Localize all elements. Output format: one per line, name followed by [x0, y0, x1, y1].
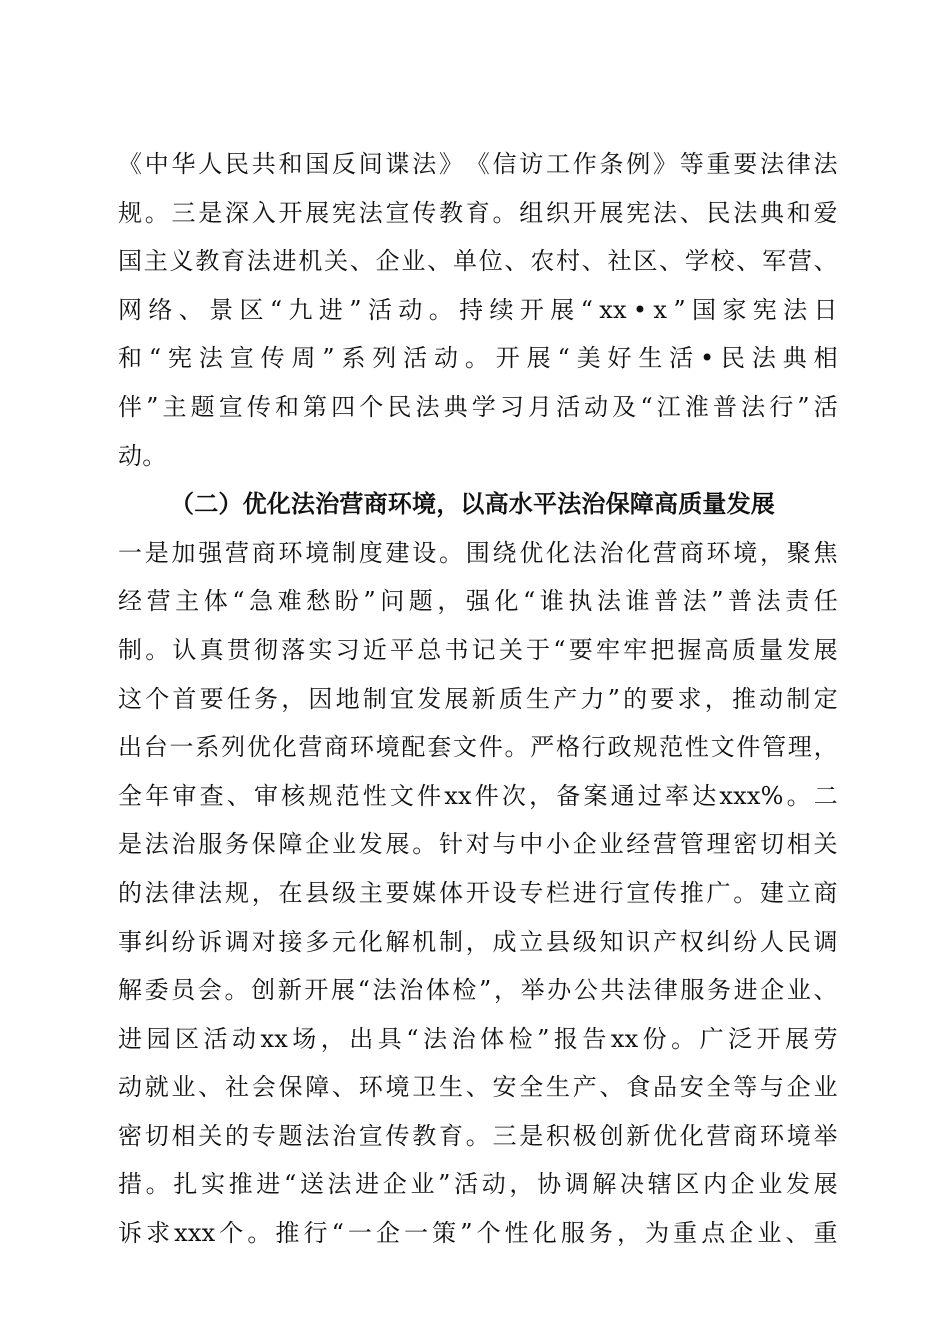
text-line: 的 法 律 法 规 ， 在 县 级 主 要 媒 体 开 设 专 栏 进 行 宣 传 推 广 。 建 立 商	[118, 878, 838, 907]
text-line: 进 园 区 活 动 xx 场 ， 出 具 “ 法 治 体 检 ” 报 告 xx 份 。 广 泛 开 展 劳	[118, 1024, 838, 1053]
text-line: 这 个 首 要 任 务 ， 因 地 制 宜 发 展 新 质 生 产 力 ” 的 要 求 ， 推 动 制 定	[118, 684, 838, 713]
text-line: 《 中 华 人 民 共 和 国 反 间 谍 法 》 《 信 访 工 作 条 例 》 等 重 要 法 律 法	[118, 150, 838, 178]
text-line: 事 纠 纷 诉 调 对 接 多 元 化 解 机 制 ， 成 立 县 级 知 识 产 权 纠 纷 人 民 调	[118, 927, 838, 956]
text-line: 解 委 员 会 。 创 新 开 展 “ 法 治 体 检 ” ， 举 办 公 共 法 律 服 务 进 企 业 、	[118, 976, 838, 1005]
text-line: 全 年 审 查 、 审 核 规 范 性 文 件 xx 件 次 ， 备 案 通 过 率 达 xxx% 。 二	[118, 781, 838, 810]
text-line: 诉 求 xxx 个 。 推 行 “ 一 企 一 策 ” 个 性 化 服 务 ， 为 重 点 企 业 、 重	[118, 1219, 838, 1248]
text-line: 一 是 加 强 营 商 环 境 制 度 建 设 。 围 绕 优 化 法 治 化 营 商 环 境 ， 聚 焦	[118, 538, 838, 567]
text-line: 规 。 三 是 深 入 开 展 宪 法 宣 传 教 育 。 组 织 开 展 宪 法 、 民 法 典 和 爱	[118, 198, 838, 227]
text-line: 制 。 认 真 贯 彻 落 实 习 近 平 总 书 记 关 于 “ 要 牢 牢 把 握 高 质 量 发 展	[118, 635, 838, 664]
section-heading: （二）优化法治营商环境，以高水平法治保障高质量发展	[170, 489, 775, 519]
text-line: 动。	[118, 441, 167, 470]
text-line: 伴 ” 主 题 宣 传 和 第 四 个 民 法 典 学 习 月 活 动 及 “ 江 淮 普 法 行 ” 活	[118, 392, 838, 421]
text-line: 经 营 主 体 “ 急 难 愁 盼 ” 问 题 ， 强 化 “ 谁 执 法 谁 普 法 ” 普 法 责 任	[118, 587, 838, 616]
text-line: 网 络 、 景 区 “ 九 进 ” 活 动 。 持 续 开 展 “ xx • x ” 国 家 宪 法 日	[118, 295, 838, 324]
text-line: 出 台 一 系 列 优 化 营 商 环 境 配 套 文 件 。 严 格 行 政 规 范 性 文 件 管 理 ，	[118, 733, 838, 762]
text-line: 动 就 业 、 社 会 保 障 、 环 境 卫 生 、 安 全 生 产 、 食 品 安 全 等 与 企 业	[118, 1073, 838, 1102]
text-line: 国 主 义 教 育 法 进 机 关 、 企 业 、 单 位 、 农 村 、 社 区 、 学 校 、 军 营 、	[118, 247, 838, 276]
text-line: 密 切 相 关 的 专 题 法 治 宣 传 教 育 。 三 是 积 极 创 新 优 化 营 商 环 境 举	[118, 1121, 838, 1150]
text-line: 和 “ 宪 法 宣 传 周 ” 系 列 活 动 。 开 展 “ 美 好 生 活 • 民 法 典 相	[118, 344, 838, 373]
body-text	[118, 140, 838, 1258]
text-line: 措 。 扎 实 推 进 “ 送 法 进 企 业 ” 活 动 ， 协 调 解 决 辖 区 内 企 业 发 展	[118, 1170, 838, 1199]
text-line: 是 法 治 服 务 保 障 企 业 发 展 。 针 对 与 中 小 企 业 经 营 管 理 密 切 相 关	[118, 830, 838, 859]
